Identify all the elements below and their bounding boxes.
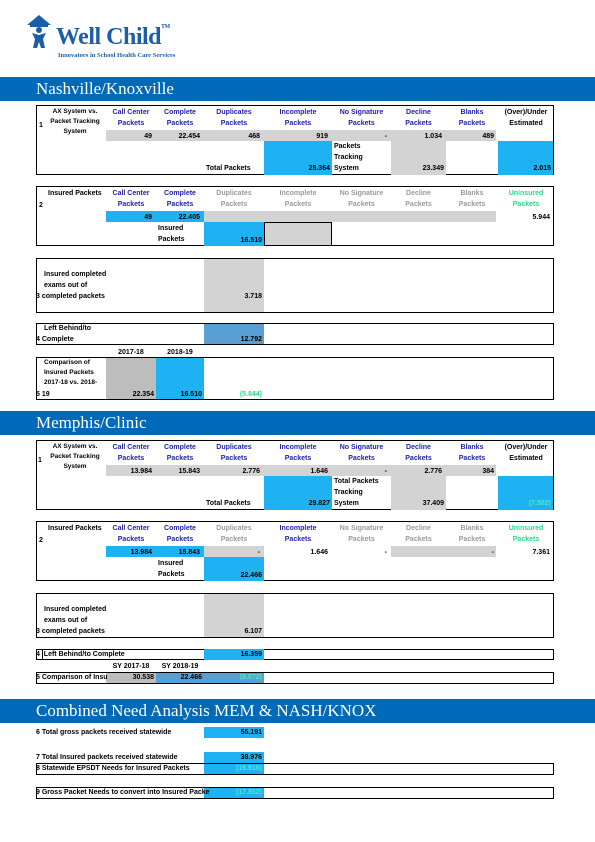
cell-value: 489: [482, 133, 494, 140]
cell-value: 15.843: [178, 549, 200, 556]
col-header: Duplicates Packets: [216, 190, 252, 208]
col-header: Complete Packets: [164, 190, 196, 208]
col-header: No Signature Packets: [339, 190, 384, 208]
col-header: No Signature Packets: [339, 109, 384, 127]
t5-diff: (5.844): [239, 391, 262, 398]
year-1: 2017-18: [118, 349, 144, 356]
row-number: 2: [39, 202, 43, 209]
tracking-label: Packets Tracking System: [334, 143, 363, 172]
col-header: Incomplete Packets: [279, 190, 317, 208]
col-header: Decline Packets: [405, 109, 432, 127]
combined-r9-value: (17.852): [235, 789, 262, 796]
logo-wordmark: Well Child™: [56, 24, 170, 50]
col-header: Call Center Packets: [112, 109, 150, 127]
col-header: Duplicates Packets: [216, 109, 252, 127]
insured-label: Insured Packets: [158, 560, 185, 578]
cell-value: 5.944: [532, 214, 550, 221]
cell-value: 22.454: [178, 133, 200, 140]
cell-value: -: [384, 468, 387, 475]
cell-value: 384: [482, 468, 494, 475]
col-header: Decline Packets: [405, 190, 432, 208]
cell-value: -: [384, 549, 387, 556]
col-header: Call Center Packets: [112, 444, 150, 462]
cell-value: 2.776: [424, 468, 442, 475]
col-header: No Signature Packets: [339, 525, 384, 543]
col-header: No Signature Packets: [339, 444, 384, 462]
nash-t3-label: Insured completed exams out of: [44, 271, 107, 289]
col-header: Blanks Packets: [458, 444, 486, 462]
section-banner-combined: Combined Need Analysis MEM & NASH/KNOX: [0, 699, 595, 723]
insured-label: Insured Packets: [158, 225, 185, 243]
tracking-value: 23.349: [422, 165, 444, 172]
total-packets-label: Total Packets: [206, 500, 251, 507]
cell-value: 13.984: [130, 549, 152, 556]
col-header: Call Center Packets: [112, 190, 150, 208]
combined-r7-value: 38.976: [240, 754, 262, 761]
year-2: 2018-19: [167, 349, 193, 356]
t5-v1: 22.354: [132, 391, 154, 398]
tracking-value: 37.409: [422, 500, 444, 507]
insured-value: 22.466: [240, 572, 262, 579]
cell-value: 1.034: [424, 133, 442, 140]
cell-value: 2.776: [242, 468, 260, 475]
col-header: Blanks Packets: [458, 190, 486, 208]
total-packets-value: 29.827: [308, 500, 330, 507]
cell-value: 1.646: [310, 549, 328, 556]
col-header: Incomplete Packets: [279, 109, 317, 127]
col-header: Uninsured Packets: [508, 525, 544, 543]
year-2: SY 2018-19: [161, 663, 199, 670]
cell-value: 919: [316, 133, 328, 140]
col-header: Blanks Packets: [458, 525, 486, 543]
combined-r6-value: 55.191: [240, 729, 262, 736]
section-banner-nashville: Nashville/Knoxville: [0, 77, 595, 101]
cell-value: 7.361: [532, 549, 550, 556]
well-child-logo-icon: [26, 15, 52, 49]
col-header: Duplicates Packets: [216, 444, 252, 462]
cell-value: 22.405: [178, 214, 200, 221]
mem-t3-label: Insured completed exams out of: [44, 606, 107, 624]
estimated-value: 2.015: [533, 165, 551, 172]
nash-t3-value: 3.718: [244, 293, 262, 300]
col-header: Complete Packets: [164, 444, 196, 462]
mem-t2-label: Insured Packets: [48, 525, 102, 532]
t5-v2: 22.466: [180, 674, 202, 681]
col-header: (Over)/Under Estimated: [504, 109, 548, 127]
row-number: 1: [38, 457, 42, 464]
cell-value: 468: [248, 133, 260, 140]
mem-table-3: [36, 593, 554, 638]
year-1: SY 2017-18: [112, 663, 150, 670]
total-packets-label: Total Packets: [206, 165, 251, 172]
nash-t4-value: 12.792: [240, 336, 262, 343]
col-header: Incomplete Packets: [279, 444, 317, 462]
nash-table-4: [36, 323, 554, 345]
col-header: (Over)/Under Estimated: [504, 444, 548, 462]
nash-table-3: [36, 258, 554, 313]
col-header: Decline Packets: [405, 525, 432, 543]
mem-t3-value: 6.107: [244, 628, 262, 635]
nash-t1-label: AX System vs. Packet Tracking System: [50, 108, 100, 135]
section-banner-memphis: Memphis/Clinic: [0, 411, 595, 435]
row-number: 1: [39, 122, 43, 129]
nash-t4-label: Left Behind/to: [44, 325, 92, 332]
col-header: Complete Packets: [164, 109, 196, 127]
nash-t5-label: Comparison of Insured Packets 2017-18 vs. 2018-: [44, 359, 98, 386]
row-number: 2: [39, 537, 43, 544]
t5-v2: 16.510: [180, 391, 202, 398]
mem-t1-label: AX System vs. Packet Tracking System: [50, 443, 100, 470]
nash-t2-label: Insured Packets: [48, 190, 102, 197]
tracking-label: Total Packets Tracking System: [334, 478, 379, 507]
cell-value: 49: [144, 133, 152, 140]
t5-diff: (8.072): [239, 674, 262, 681]
cell-value: 15.843: [178, 468, 200, 475]
cell-value: -: [491, 549, 494, 556]
cell-value: 1.646: [310, 468, 328, 475]
cell-value: 49: [144, 214, 152, 221]
cell-value: 13.984: [130, 468, 152, 475]
estimated-value: (7.582): [528, 500, 551, 507]
col-header: Incomplete Packets: [279, 525, 317, 543]
insured-value: 16.510: [240, 237, 262, 244]
col-header: Decline Packets: [405, 444, 432, 462]
total-packets-value: 25.364: [308, 165, 330, 172]
col-header: Blanks Packets: [458, 109, 486, 127]
mem-t4-value: 16.359: [240, 651, 262, 658]
combined-r8-value: (19.916): [235, 765, 262, 772]
col-header: Complete Packets: [164, 525, 196, 543]
col-header: Uninsured Packets: [508, 190, 544, 208]
cell-value: -: [384, 133, 387, 140]
cell-value: -: [257, 549, 260, 556]
col-header: Call Center Packets: [112, 525, 150, 543]
t5-v1: 30.538: [132, 674, 154, 681]
logo-tagline: Innovators in School Health Care Services: [58, 52, 176, 59]
col-header: Duplicates Packets: [216, 525, 252, 543]
